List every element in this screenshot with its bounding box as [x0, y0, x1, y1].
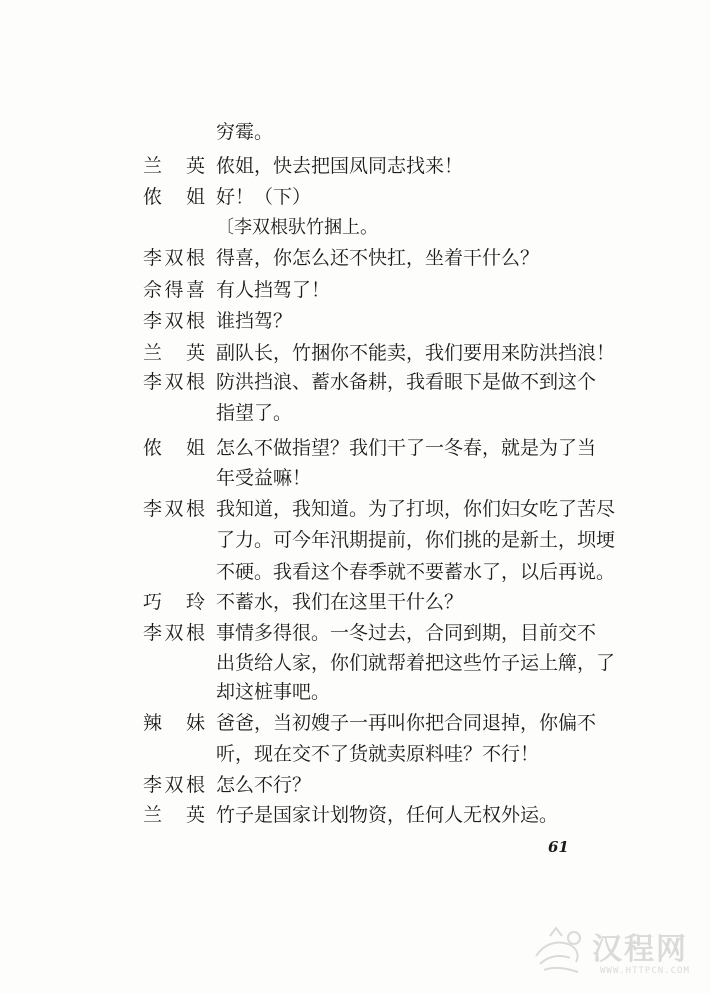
- speaker-name: 李双根: [143, 371, 205, 393]
- dialogue-text: 了力。可今年汛期提前，你们挑的是新土，坝埂: [216, 529, 616, 551]
- speaker-name: 李双根: [143, 774, 205, 796]
- speaker-name: 兰 英: [143, 155, 205, 177]
- dialogue-text: 事情多得很。一冬过去，合同到期，目前交不: [216, 622, 597, 644]
- speaker-name: 侬 姐: [143, 437, 205, 459]
- dialogue-text: 出货给人家，你们就帮着把这些竹子运上簰，了: [216, 652, 616, 674]
- dialogue-text: 好！（下）: [216, 186, 312, 208]
- speaker-name: 李双根: [143, 310, 205, 332]
- speaker-name: 李双根: [143, 247, 205, 269]
- dialogue-text: 年受益嘛！: [216, 467, 312, 489]
- speaker-name: 佘得喜: [143, 279, 205, 301]
- watermark-logo-icon: [530, 922, 590, 978]
- dialogue-text: 得喜，你怎么还不快扛，坐着干什么？: [216, 247, 540, 269]
- dialogue-text: 不蓄水，我们在这里干什么？: [216, 591, 464, 613]
- dialogue-text: 副队长，竹捆你不能卖，我们要用来防洪挡浪！: [216, 342, 616, 364]
- speaker-name: 辣 妹: [143, 712, 205, 734]
- speaker-name: 巧 玲: [143, 591, 205, 613]
- dialogue-text: 防洪挡浪、蓄水备耕，我看眼下是做不到这个: [216, 371, 597, 393]
- speaker-name: 李双根: [143, 622, 205, 644]
- speaker-name: 侬 姐: [143, 186, 205, 208]
- speaker-name: 李双根: [143, 498, 205, 520]
- watermark-name: 汉程网: [592, 932, 688, 967]
- dialogue-text: 竹子是国家计划物资，任何人无权外运。: [216, 804, 559, 826]
- dialogue-text: 不硬。我看这个春季就不要蓄水了，以后再说。: [216, 561, 616, 583]
- dialogue-text: 谁挡驾？: [216, 310, 293, 332]
- dialogue-text: 爸爸，当初嫂子一再叫你把合同退掉，你偏不: [216, 712, 597, 734]
- speaker-name: 兰 英: [143, 342, 205, 364]
- dialogue-text: 穷霉。: [216, 121, 274, 143]
- dialogue-text: 有人挡驾了！: [216, 279, 331, 301]
- dialogue-text: 怎么不行？: [216, 774, 312, 796]
- page-number: 61: [548, 838, 569, 856]
- dialogue-text: 却这桩事吧。: [216, 681, 331, 703]
- speaker-name: 兰 英: [143, 804, 205, 826]
- dialogue-text: 侬姐，快去把国凤同志找来！: [216, 155, 464, 177]
- dialogue-text: 怎么不做指望？我们干了一冬春，就是为了当: [216, 437, 597, 459]
- stage-direction-text: 〔李双根驮竹捆上。: [216, 217, 378, 238]
- watermark-url: WWW.HTTPCN.COM: [600, 966, 690, 976]
- dialogue-text: 指望了。: [216, 402, 293, 424]
- dialogue-text: 听，现在交不了货就卖原料哇？不行！: [216, 743, 540, 765]
- dialogue-text: 我知道，我知道。为了打坝，你们妇女吃了苦尽: [216, 498, 616, 520]
- site-watermark: [530, 922, 700, 982]
